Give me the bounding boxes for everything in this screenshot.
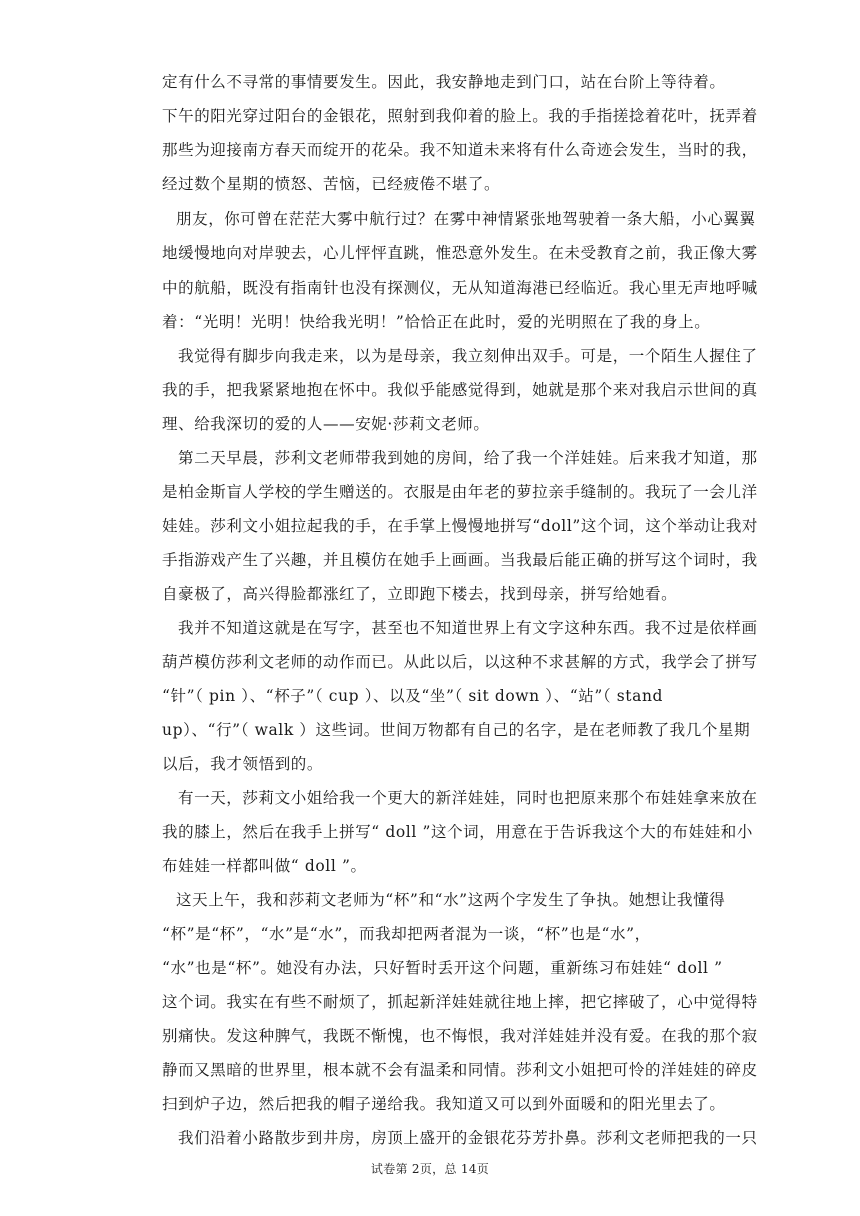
text-line: 着：“光明！光明！快给我光明！”恰恰正在此时，爱的光明照在了我的身上。 bbox=[162, 313, 711, 331]
text-line: 我的手，把我紧紧地抱在怀中。我似乎能感觉得到，她就是那个来对我启示世间的真 bbox=[162, 381, 758, 399]
text-line: 我的膝上，然后在我手上拼写“ doll ”这个词，用意在于告诉我这个大的布娃娃和小 bbox=[162, 823, 753, 841]
text-line: 这个词。我实在有些不耐烦了，抓起新洋娃娃就往地上摔，把它摔破了，心中觉得特 bbox=[162, 993, 758, 1011]
text-line: 静而又黑暗的世界里，根本就不会有温柔和同情。莎利文小姐把可怜的洋娃娃的碎皮 bbox=[162, 1061, 758, 1079]
text-line: 有一天，莎莉文小姐给我一个更大的新洋娃娃，同时也把原来那个布娃娃拿来放在 bbox=[178, 789, 758, 807]
text-line: 扫到炉子边，然后把我的帽子递给我。我知道又可以到外面暖和的阳光里去了。 bbox=[162, 1095, 726, 1113]
text-line: 自豪极了，高兴得脸都涨红了，立即跑下楼去，找到母亲，拼写给她看。 bbox=[162, 585, 678, 603]
text-line: 以后，我才领悟到的。 bbox=[162, 755, 324, 773]
text-line: 第二天早晨，莎利文老师带我到她的房间，给了我一个洋娃娃。后来我才知道，那 bbox=[178, 449, 758, 467]
text-line: 我并不知道这就是在写字，甚至也不知道世界上有文字这种东西。我不过是依样画 bbox=[178, 619, 758, 637]
text-line: 这天上午，我和莎莉文老师为“杯”和“水”这两个字发生了争执。她想让我懂得 bbox=[176, 891, 726, 909]
text-line: “针”（ pin ）、“杯子”（ cup ）、以及“坐”（ sit down ）、“站”（ stand bbox=[162, 687, 664, 705]
text-line: 手指游戏产生了兴趣，并且模仿在她手上画画。当我最后能正确的拼写这个词时，我 bbox=[162, 551, 758, 569]
text-line: 定有什么不寻常的事情要发生。因此，我安静地走到门口，站在台阶上等待着。 bbox=[162, 73, 726, 91]
text-line: 理、给我深切的爱的人——安妮·莎莉文老师。 bbox=[162, 415, 490, 433]
text-line: 那些为迎接南方春天而绽开的花朵。我不知道未来将有什么奇迹会发生，当时的我， bbox=[162, 141, 758, 159]
text-line: “水”也是“杯”。她没有办法，只好暂时丢开这个问题，重新练习布娃娃“ doll ” bbox=[162, 959, 723, 977]
text-line: 中的航船，既没有指南针也没有探测仪，无从知道海港已经临近。我心里无声地呼喊 bbox=[162, 279, 758, 297]
text-line: 别痛快。发这种脾气，我既不惭愧，也不悔恨，我对洋娃娃并没有爱。在我的那个寂 bbox=[162, 1027, 758, 1045]
text-line: 我们沿着小路散步到井房，房顶上盛开的金银花芬芳扑鼻。莎利文老师把我的一只 bbox=[178, 1129, 758, 1147]
text-line: 娃娃。莎利文小姐拉起我的手，在手掌上慢慢地拼写“doll”这个词，这个举动让我对 bbox=[162, 517, 759, 535]
text-line: 经过数个星期的愤怒、苦恼，已经疲倦不堪了。 bbox=[162, 175, 501, 193]
text-line: 是柏金斯盲人学校的学生赠送的。衣服是由年老的萝拉亲手缝制的。我玩了一会儿洋 bbox=[162, 483, 758, 501]
text-line: “杯”是“杯”，“水”是“水”，而我却把两者混为一谈，“杯”也是“水”， bbox=[162, 925, 651, 943]
text-line: 朋友，你可曾在茫茫大雾中航行过？在雾中神情紧张地驾驶着一条大船，小心翼翼 bbox=[176, 210, 756, 228]
page-footer: 试卷第 2页，总 14页 bbox=[370, 1162, 490, 1176]
text-line: 我觉得有脚步向我走来，以为是母亲，我立刻伸出双手。可是，一个陌生人握住了 bbox=[178, 347, 758, 365]
text-line: 地缓慢地向对岸驶去，心儿怦怦直跳，惟恐意外发生。在未受教育之前，我正像大雾 bbox=[162, 244, 758, 262]
text-line: 布娃娃一样都叫做“ doll ”。 bbox=[162, 857, 367, 875]
text-line: 下午的阳光穿过阳台的金银花，照射到我仰着的脸上。我的手指搓捻着花叶，抚弄着 bbox=[162, 107, 758, 125]
text-line: up）、“行”（ walk ）这些词。世间万物都有自己的名字，是在老师教了我几个星期 bbox=[162, 721, 751, 739]
text-line: 葫芦模仿莎利文老师的动作而已。从此以后，以这种不求甚解的方式，我学会了拼写 bbox=[162, 653, 758, 671]
